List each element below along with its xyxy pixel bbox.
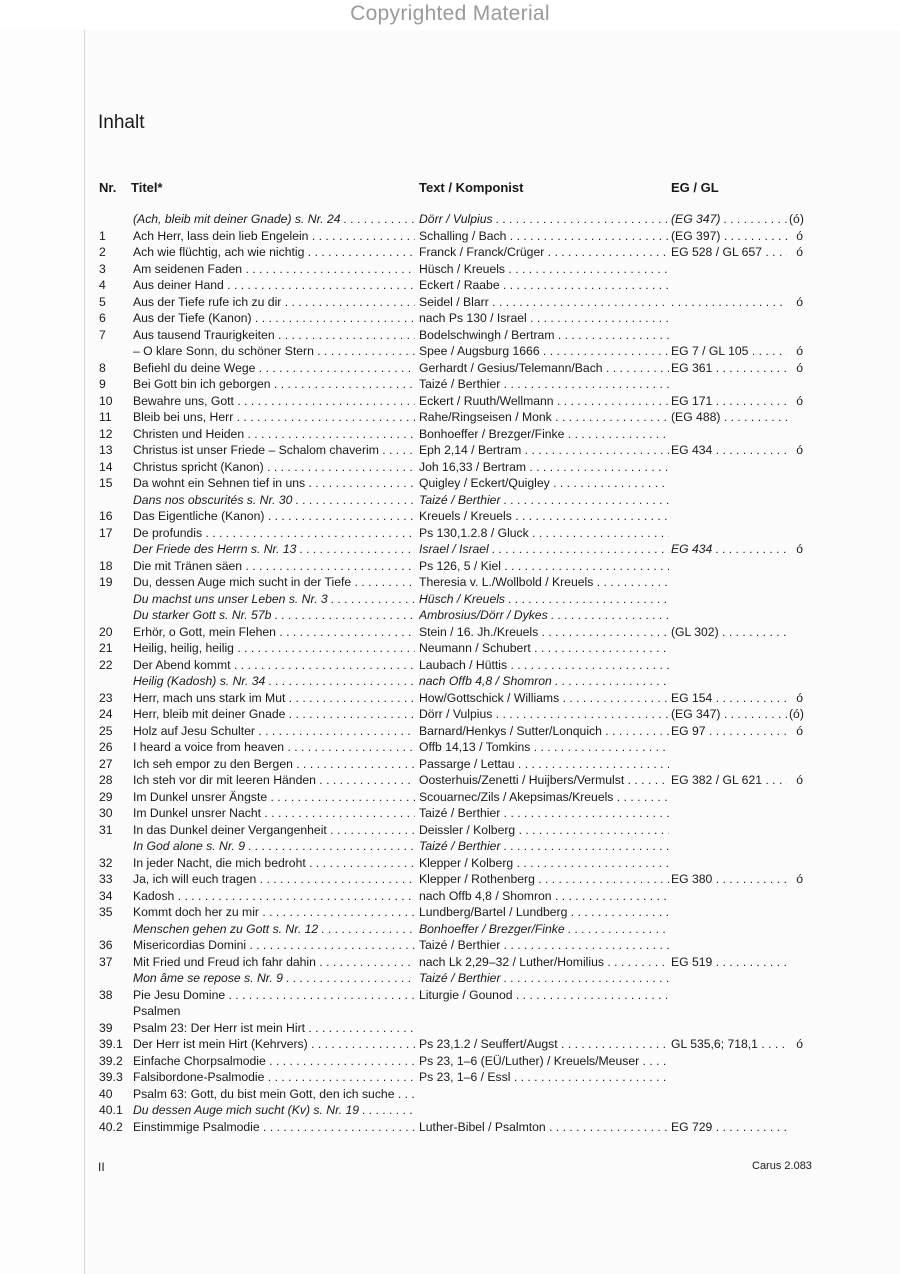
entry-title: Aus tausend Traurigkeiten . . . [133,327,415,344]
entry-title: Du machst uns unser Leben s. Nr. 3 . . . [133,591,415,608]
entry-eg-gl: EG 434 . . . [671,442,787,459]
list-item [0,690,900,707]
entry-title: Christus ist unser Friede – Schalom chaverim . . . [133,442,415,459]
list-item [0,409,900,426]
entry-eg-gl: (EG 347) . . . [671,706,787,723]
entry-text-composer: Laubach / Hüttis . . . [419,657,669,674]
entry-text-composer: Spee / Augsburg 1666 . . . [419,343,669,360]
entry-eg-gl: EG 729 . . . [671,1119,787,1136]
entry-eg-gl: (EG 488) . . . [671,409,787,426]
entry-text-composer: nach Offb 4,8 / Shomron . . . [419,888,669,905]
list-item [0,1119,900,1136]
entry-text-composer: Bonhoeffer / Brezger/Finke . . . [419,426,669,443]
list-item [0,426,900,443]
entry-eg-gl: EG 434 . . . [671,541,787,558]
list-item [0,855,900,872]
entry-title: Der Friede des Herrn s. Nr. 13 . . . [133,541,415,558]
list-item [0,492,900,509]
entry-mark: ó [796,443,803,457]
entry-number: 26 [99,740,113,754]
entry-number: 36 [99,938,113,952]
list-item [0,1020,900,1037]
entry-title: Du dessen Auge mich sucht (Kv) s. Nr. 19 . . . [133,1102,415,1119]
entry-number: 39.3 [99,1070,123,1084]
entry-number: 27 [99,756,113,771]
entry-mark: ó [796,542,803,556]
entry-text-composer: Schalling / Bach . . . [419,228,669,245]
list-item [0,343,900,360]
list-item [0,888,900,905]
entry-number: 4 [99,278,106,292]
list-item [0,277,900,294]
entry-text-composer: Lundberg/Bartel / Lundberg . . . [419,904,669,921]
entry-number: 13 [99,443,113,457]
entry-mark: ó [796,294,803,309]
list-item [0,393,900,410]
list-item [0,525,900,542]
entry-number: 15 [99,476,113,490]
list-item [0,294,900,311]
entry-title: Bleib bei uns, Herr . . . [133,409,415,426]
list-item [0,921,900,938]
entry-eg-gl: (GL 302) . . . [671,624,787,641]
entry-title: Misericordias Domini . . . [133,937,415,954]
entry-text-composer: How/Gottschick / Williams . . . [419,690,669,707]
header-title: Titel* [131,180,163,195]
entry-number: 35 [99,905,113,919]
entry-mark: (ó) [789,707,804,721]
entry-number: 25 [99,723,113,738]
entry-title: Psalm 63: Gott, du bist mein Gott, den ich suche . . . [133,1086,415,1103]
entry-text-composer: Franck / Franck/Crüger . . . [419,244,669,261]
entry-text-composer: Gerhardt / Gesius/Telemann/Bach . . . [419,360,669,377]
entry-number: 37 [99,954,113,969]
list-item [0,376,900,393]
entry-title: De profundis . . . [133,525,415,542]
entry-title: Aus deiner Hand . . . [133,277,415,294]
header-text-composer: Text / Komponist [419,180,524,195]
list-item [0,327,900,344]
entry-mark: ó [796,393,803,408]
entry-title: Kommt doch her zu mir . . . [133,904,415,921]
entry-eg-gl: EG 97 . . . [671,723,787,740]
page-number: II [98,1160,105,1174]
entry-text-composer: Taizé / Berthier . . . [419,805,669,822]
entry-number: 24 [99,707,113,721]
entry-title: Am seidenen Faden . . . [133,261,415,278]
entry-number: 7 [99,327,106,342]
entry-number: 5 [99,294,106,309]
entry-title: Da wohnt ein Sehnen tief in uns . . . [133,475,415,492]
list-item [0,706,900,723]
entry-text-composer: Ambrosius/Dörr / Dykes . . . [419,607,669,624]
entry-title: Menschen gehen zu Gott s. Nr. 12 . . . [133,921,415,938]
entry-title: In God alone s. Nr. 9 . . . [133,838,415,855]
header-num: Nr. [99,180,117,195]
entry-title: Der Herr ist mein Hirt (Kehrvers) . . . [133,1036,415,1053]
entry-title: – O klare Sonn, du schöner Stern . . . [133,343,415,360]
entry-number: 28 [99,773,113,787]
entry-text-composer: Rahe/Ringseisen / Monk . . . [419,409,669,426]
entry-number: 30 [99,806,113,820]
entry-title: Heilig (Kadosh) s. Nr. 34 . . . [133,673,415,690]
list-item [0,508,900,525]
entry-number: 31 [99,822,113,837]
entry-mark: ó [796,1037,803,1051]
entry-eg-gl: (EG 347) . . . [671,211,787,228]
entry-title: Die mit Tränen säen . . . [133,558,415,575]
entry-title: Ja, ich will euch tragen . . . [133,871,415,888]
entry-title: Psalmen [133,1004,181,1018]
entry-title: Im Dunkel unsrer Nacht . . . [133,805,415,822]
entry-eg-gl: GL 535,6; 718,1 . . . [671,1036,787,1053]
list-item [0,871,900,888]
entry-eg-gl: EG 154 . . . [671,690,787,707]
entry-title: Einstimmige Psalmodie . . . [133,1119,415,1136]
entry-text-composer: Joh 16,33 / Bertram . . . [419,459,669,476]
entry-text-composer: Ps 23, 1–6 / Essl . . . [419,1069,669,1086]
list-item [0,475,900,492]
entry-title: Heilig, heilig, heilig . . . [133,640,415,657]
entry-title: Dans nos obscurités s. Nr. 30 . . . [133,492,415,509]
entry-text-composer: Barnard/Henkys / Sutter/Lonquich . . . [419,723,669,740]
entry-title: Christen und Heiden . . . [133,426,415,443]
entry-number: 29 [99,789,113,804]
list-item [0,954,900,971]
list-item [0,591,900,608]
entry-eg-gl: EG 361 . . . [671,360,787,377]
list-item [0,244,900,261]
entry-title: Bei Gott bin ich geborgen . . . [133,376,415,393]
entry-number: 1 [99,228,106,243]
entry-title: (Ach, bleib mit deiner Gnade) s. Nr. 24 . . . [133,211,415,228]
entry-text-composer: Liturgie / Gounod . . . [419,987,669,1004]
entry-title: Du, dessen Auge mich sucht in der Tiefe . . . [133,574,415,591]
entry-title: Ach Herr, lass dein lieb Engelein . . . [133,228,415,245]
list-item [0,624,900,641]
entry-mark: ó [796,360,803,375]
list-item [0,772,900,789]
entry-number: 40.1 [99,1103,123,1117]
entry-title: Pie Jesu Domine . . . [133,987,415,1004]
entry-number: 40.2 [99,1119,123,1134]
page-title: Inhalt [98,112,145,133]
entry-eg-gl: EG 519 . . . [671,954,787,971]
entry-number: 22 [99,657,113,672]
entry-text-composer: Klepper / Rothenberg . . . [419,871,669,888]
publisher-code: Carus 2.083 [752,1160,812,1172]
entry-text-composer: Hüsch / Kreuels . . . [419,261,669,278]
list-item [0,822,900,839]
list-item [0,970,900,987]
entry-number: 16 [99,509,113,523]
entry-text-composer: Offb 14,13 / Tomkins . . . [419,739,669,756]
entry-mark: (ó) [789,212,804,226]
entry-title: Du starker Gott s. Nr. 57b . . . [133,607,415,624]
entry-title: Der Abend kommt . . . [133,657,415,674]
entry-title: Holz auf Jesu Schulter . . . [133,723,415,740]
entry-text-composer: Quigley / Eckert/Quigley . . . [419,475,669,492]
entry-number: 40 [99,1086,113,1101]
list-item [0,789,900,806]
entry-text-composer: Taizé / Berthier . . . [419,376,669,393]
entry-text-composer: Stein / 16. Jh./Kreuels . . . [419,624,669,641]
entry-number: 3 [99,261,106,276]
list-item [0,838,900,855]
entry-text-composer: Ps 23, 1–6 (EÜ/Luther) / Kreuels/Meuser . . . [419,1053,669,1070]
entry-eg-gl: EG 380 . . . [671,871,787,888]
entry-mark: ó [796,773,803,787]
entry-text-composer: Kreuels / Kreuels . . . [419,508,669,525]
watermark-bar [0,0,900,30]
entry-number: 33 [99,872,113,886]
entry-number: 18 [99,558,113,573]
entry-title: Falsibordone-Psalmodie . . . [133,1069,415,1086]
list-item [0,739,900,756]
list-item [0,360,900,377]
entry-title: Ach wie flüchtig, ach wie nichtig . . . [133,244,415,261]
entry-title: Ich seh empor zu den Bergen . . . [133,756,415,773]
list-item [0,442,900,459]
entry-number: 19 [99,575,113,589]
entry-number: 39 [99,1020,113,1035]
entry-eg-gl: EG 382 / GL 621 . . . [671,772,787,789]
list-item [0,640,900,657]
list-item [0,1086,900,1103]
list-item [0,723,900,740]
entry-eg-gl: EG 171 . . . [671,393,787,410]
entry-eg-gl: (EG 397) . . . [671,228,787,245]
entry-title: Im Dunkel unsrer Ängste . . . [133,789,415,806]
list-item [0,1069,900,1086]
entry-number: 21 [99,641,113,655]
entry-text-composer: Luther-Bibel / Psalmton . . . [419,1119,669,1136]
list-item [0,541,900,558]
entry-text-composer: Ps 130,1.2.8 / Gluck . . . [419,525,669,542]
list-item [0,937,900,954]
entry-number: 2 [99,245,106,259]
entry-text-composer: nach Lk 2,29–32 / Luther/Homilius . . . [419,954,669,971]
entry-text-composer: Passarge / Lettau . . . [419,756,669,773]
list-item [0,1036,900,1053]
entry-title: Herr, mach uns stark im Mut . . . [133,690,415,707]
entry-title: Aus der Tiefe rufe ich zu dir . . . [133,294,415,311]
entry-text-composer: Klepper / Kolberg . . . [419,855,669,872]
entry-title: Befiehl du deine Wege . . . [133,360,415,377]
entry-text-composer: Bonhoeffer / Brezger/Finke . . . [419,921,669,938]
entry-mark: ó [796,228,803,243]
list-item [0,987,900,1004]
entry-title: I heard a voice from heaven . . . [133,739,415,756]
entry-text-composer: Oosterhuis/Zenetti / Huijbers/Vermulst . . . [419,772,669,789]
entry-mark: ó [796,723,803,738]
entry-text-composer: Eph 2,14 / Bertram . . . [419,442,669,459]
list-item [0,1053,900,1070]
entry-eg-gl [671,294,787,311]
list-item [0,310,900,327]
entry-title: Mit Fried und Freud ich fahr dahin . . . [133,954,415,971]
entry-number: 8 [99,360,106,375]
list-item [0,211,900,228]
entry-text-composer: Theresia v. L./Wollbold / Kreuels . . . [419,574,669,591]
entry-number: 38 [99,987,113,1002]
entry-number: 34 [99,888,113,903]
entry-title: Psalm 23: Der Herr ist mein Hirt . . . [133,1020,415,1037]
entry-number: 39.1 [99,1037,123,1051]
entry-text-composer: Scouarnec/Zils / Akepsimas/Kreuels . . . [419,789,669,806]
list-item [0,228,900,245]
entry-title: Das Eigentliche (Kanon) . . . [133,508,415,525]
entry-text-composer: Taizé / Berthier . . . [419,492,669,509]
entry-text-composer: Israel / Israel . . . [419,541,669,558]
entry-title: Mon âme se repose s. Nr. 9 . . . [133,970,415,987]
entry-number: 17 [99,525,113,540]
entry-mark: ó [796,344,803,358]
entry-number: 12 [99,426,113,441]
entry-number: 32 [99,855,113,870]
entry-mark: ó [796,690,803,705]
entry-text-composer: Dörr / Vulpius . . . [419,211,669,228]
entry-number: 6 [99,311,106,325]
entry-text-composer: Dörr / Vulpius . . . [419,706,669,723]
entry-eg-gl: EG 528 / GL 657 . . . [671,244,787,261]
entry-title: Erhör, o Gott, mein Flehen . . . [133,624,415,641]
entry-mark: ó [796,245,803,259]
entry-text-composer: Hüsch / Kreuels . . . [419,591,669,608]
entry-text-composer: Taizé / Berthier . . . [419,970,669,987]
entry-text-composer: Ps 126, 5 / Kiel . . . [419,558,669,575]
entry-number: 11 [99,410,112,424]
entry-number: 9 [99,377,106,391]
entry-number: 23 [99,690,113,705]
entry-eg-gl: EG 7 / GL 105 . . . [671,343,787,360]
entry-text-composer: nach Ps 130 / Israel . . . [419,310,669,327]
list-item [0,574,900,591]
entry-title: Ich steh vor dir mit leeren Händen . . . [133,772,415,789]
list-item [0,261,900,278]
list-item [0,756,900,773]
list-item [0,904,900,921]
list-item [0,657,900,674]
header-eg-gl: EG / GL [671,180,719,195]
entry-title: In das Dunkel deiner Vergangenheit . . . [133,822,415,839]
entry-mark: ó [796,872,803,886]
list-item [0,1102,900,1119]
entry-number: 10 [99,393,113,408]
list-item [0,558,900,575]
entry-number: 14 [99,459,113,474]
entry-text-composer: Bodelschwingh / Bertram . . . [419,327,669,344]
watermark: Copyrighted Material [350,2,550,25]
entry-text-composer: Neumann / Schubert . . . [419,640,669,657]
entry-title: In jeder Nacht, die mich bedroht . . . [133,855,415,872]
list-item [0,805,900,822]
entry-title: Bewahre uns, Gott . . . [133,393,415,410]
entry-title: Einfache Chorpsalmodie . . . [133,1053,415,1070]
list-item [0,459,900,476]
entry-number: 20 [99,624,113,639]
entry-text-composer: Taizé / Berthier . . . [419,838,669,855]
entry-text-composer: Ps 23,1.2 / Seuffert/Augst . . . [419,1036,669,1053]
entry-text-composer: Taizé / Berthier . . . [419,937,669,954]
entry-number: 39.2 [99,1053,123,1068]
list-item [0,1003,900,1020]
entry-title: Kadosh . . . [133,888,415,905]
entry-title: Christus spricht (Kanon) . . . [133,459,415,476]
entry-text-composer: Seidel / Blarr . . . [419,294,669,311]
entry-title: Herr, bleib mit deiner Gnade . . . [133,706,415,723]
entry-text-composer: Deissler / Kolberg . . . [419,822,669,839]
entry-text-composer: Eckert / Raabe . . . [419,277,669,294]
entry-text-composer: nach Offb 4,8 / Shomron . . . [419,673,669,690]
entry-title: Aus der Tiefe (Kanon) . . . [133,310,415,327]
list-item [0,607,900,624]
list-item [0,673,900,690]
entry-text-composer: Eckert / Ruuth/Wellmann . . . [419,393,669,410]
